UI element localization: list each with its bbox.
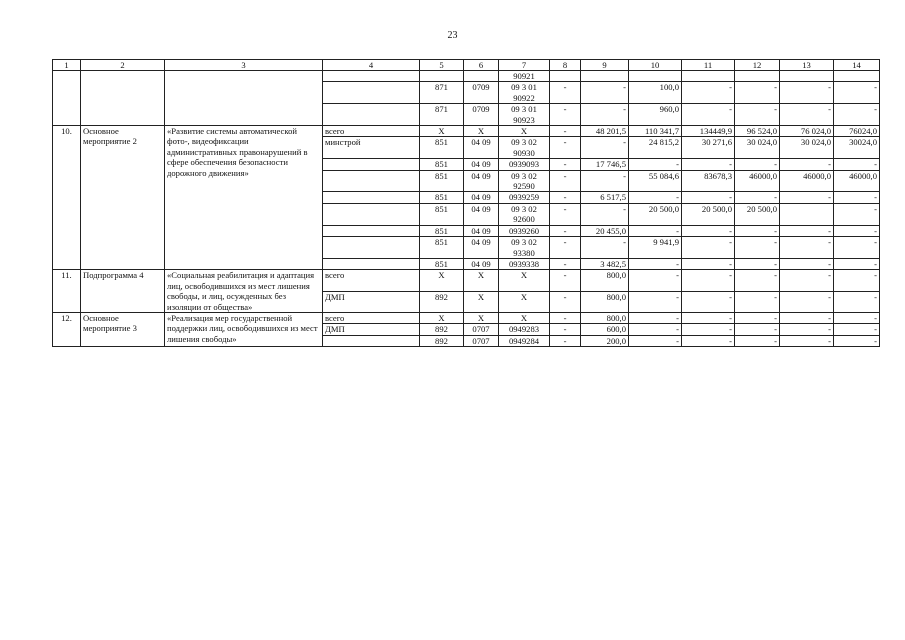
cell-c6: Х [464, 312, 499, 323]
header-row [53, 60, 880, 71]
cell-c12: 46000,0 [735, 170, 780, 192]
cell-c11: - [682, 237, 735, 259]
cell-c13: 76 024,0 [780, 126, 834, 137]
column-header-12: 12 [735, 60, 780, 71]
cell-c8: - [550, 82, 581, 104]
cell-c7: Х [499, 291, 550, 312]
cell-c10: - [629, 225, 682, 236]
table-body [53, 71, 880, 347]
cell-c10: - [629, 324, 682, 335]
cell-c6: 04 09 [464, 192, 499, 203]
row-number: 12. [53, 312, 81, 346]
cell-c10 [629, 71, 682, 82]
cell-c7: 0939260 [499, 225, 550, 236]
cell-c11 [682, 71, 735, 82]
cell-c7: Х [499, 270, 550, 291]
program-type: Основное мероприятие 2 [81, 126, 165, 270]
cell-c11: - [682, 159, 735, 170]
cell-c8 [550, 71, 581, 82]
cell-c9: 600,0 [581, 324, 629, 335]
cell-c11: 30 271,6 [682, 137, 735, 159]
cell-c13: - [780, 237, 834, 259]
cell-c13: - [780, 192, 834, 203]
cell-c13: - [780, 159, 834, 170]
executor-cell [323, 159, 420, 170]
cell-c9: 800,0 [581, 270, 629, 291]
cell-c6: 04 09 [464, 225, 499, 236]
cell-c14: - [834, 312, 880, 323]
cell-c11: 20 500,0 [682, 203, 735, 225]
cell-c13 [780, 71, 834, 82]
table-row [53, 312, 880, 323]
executor-cell: ДМП [323, 291, 420, 312]
cell-c7: 0939093 [499, 159, 550, 170]
row-number: 10. [53, 126, 81, 270]
cell-c14: - [834, 104, 880, 126]
cell-c6: Х [464, 126, 499, 137]
cell-c10: 20 500,0 [629, 203, 682, 225]
executor-cell [323, 71, 420, 82]
cell-c13: - [780, 312, 834, 323]
cell-c5: 851 [420, 225, 464, 236]
cell-c12: 20 500,0 [735, 203, 780, 225]
cell-c14: - [834, 82, 880, 104]
cell-c8: - [550, 237, 581, 259]
cell-c7: 09 3 02 90930 [499, 137, 550, 159]
cell-c7: 09 3 02 92590 [499, 170, 550, 192]
budget-table [52, 59, 880, 347]
cell-c5: Х [420, 270, 464, 291]
cell-c14: 76024,0 [834, 126, 880, 137]
page-number: 23 [447, 30, 458, 41]
cell-c8: - [550, 335, 581, 346]
cell-c11: - [682, 335, 735, 346]
cell-c14: - [834, 203, 880, 225]
cell-c6: 0707 [464, 335, 499, 346]
executor-cell [323, 237, 420, 259]
cell-c11: - [682, 104, 735, 126]
column-header-2: 2 [81, 60, 165, 71]
cell-c9: 800,0 [581, 291, 629, 312]
cell-c12: - [735, 291, 780, 312]
cell-c8: - [550, 126, 581, 137]
executor-cell [323, 225, 420, 236]
cell-c8: - [550, 159, 581, 170]
cell-c11: 134449,9 [682, 126, 735, 137]
executor-cell [323, 335, 420, 346]
cell-c9: 48 201,5 [581, 126, 629, 137]
executor-cell [323, 104, 420, 126]
cell-c14 [834, 71, 880, 82]
table-row [53, 126, 880, 137]
cell-c12: 96 524,0 [735, 126, 780, 137]
cell-c5: 892 [420, 291, 464, 312]
executor-cell: всего [323, 312, 420, 323]
cell-c7: 0949284 [499, 335, 550, 346]
cell-c5: 851 [420, 237, 464, 259]
program-title: «Развитие системы автоматической фото-, видеофиксации административных правонарушений в сфере обеспечения безопасности дорожного движения» [165, 126, 323, 270]
cell-c13: - [780, 82, 834, 104]
program-title: «Социальная реабилитация и адаптация лиц, освободившихся из мест лишения свободы, и лиц, осужденных без изоляции от общества» [165, 270, 323, 313]
cell-c13: - [780, 258, 834, 269]
cell-c9 [581, 71, 629, 82]
column-header-8: 8 [550, 60, 581, 71]
cell-c9: - [581, 137, 629, 159]
cell-c7: 09 3 02 93380 [499, 237, 550, 259]
cell-c8: - [550, 104, 581, 126]
cell-c9: - [581, 203, 629, 225]
executor-cell: всего [323, 270, 420, 291]
cell-c14: - [834, 270, 880, 291]
cell-c6: 0707 [464, 324, 499, 335]
cell-c8: - [550, 137, 581, 159]
column-header-3: 3 [165, 60, 323, 71]
table-row [53, 71, 880, 82]
cell-c5: 851 [420, 159, 464, 170]
cell-c10: - [629, 270, 682, 291]
cell-c9: 200,0 [581, 335, 629, 346]
cell-c12: - [735, 324, 780, 335]
program-title [165, 71, 323, 126]
cell-c11: - [682, 258, 735, 269]
cell-c7: 09 3 01 90922 [499, 82, 550, 104]
cell-c9: 20 455,0 [581, 225, 629, 236]
cell-c7: 09 3 01 90923 [499, 104, 550, 126]
cell-c14: 46000,0 [834, 170, 880, 192]
cell-c6: Х [464, 291, 499, 312]
column-header-14: 14 [834, 60, 880, 71]
cell-c9: 17 746,5 [581, 159, 629, 170]
cell-c12: 30 024,0 [735, 137, 780, 159]
cell-c8: - [550, 258, 581, 269]
cell-c13: - [780, 335, 834, 346]
cell-c12: - [735, 312, 780, 323]
column-header-1: 1 [53, 60, 81, 71]
cell-c5: 892 [420, 335, 464, 346]
column-header-13: 13 [780, 60, 834, 71]
cell-c9: 6 517,5 [581, 192, 629, 203]
column-header-9: 9 [581, 60, 629, 71]
cell-c7: Х [499, 312, 550, 323]
cell-c7: 09 3 02 92600 [499, 203, 550, 225]
cell-c14: - [834, 192, 880, 203]
cell-c12: - [735, 159, 780, 170]
row-number: 11. [53, 270, 81, 313]
cell-c14: - [834, 258, 880, 269]
cell-c5: 871 [420, 104, 464, 126]
column-header-6: 6 [464, 60, 499, 71]
cell-c11: - [682, 82, 735, 104]
cell-c5: 851 [420, 192, 464, 203]
cell-c13: - [780, 104, 834, 126]
cell-c11: 83678,3 [682, 170, 735, 192]
cell-c5: 871 [420, 82, 464, 104]
cell-c11: - [682, 324, 735, 335]
cell-c12: - [735, 104, 780, 126]
cell-c8: - [550, 225, 581, 236]
cell-c5: 892 [420, 324, 464, 335]
cell-c5: Х [420, 126, 464, 137]
cell-c10: - [629, 159, 682, 170]
cell-c8: - [550, 312, 581, 323]
cell-c13 [780, 203, 834, 225]
cell-c6: 04 09 [464, 203, 499, 225]
cell-c6: 0709 [464, 104, 499, 126]
cell-c9: - [581, 237, 629, 259]
executor-cell: минстрой [323, 137, 420, 159]
cell-c12: - [735, 192, 780, 203]
cell-c6: 04 09 [464, 258, 499, 269]
cell-c10: - [629, 335, 682, 346]
cell-c6: 04 09 [464, 170, 499, 192]
cell-c14: - [834, 225, 880, 236]
cell-c9: 800,0 [581, 312, 629, 323]
cell-c13: - [780, 225, 834, 236]
cell-c10: 55 084,6 [629, 170, 682, 192]
cell-c9: 3 482,5 [581, 258, 629, 269]
executor-cell [323, 82, 420, 104]
cell-c10: - [629, 291, 682, 312]
cell-c7: Х [499, 126, 550, 137]
cell-c8: - [550, 291, 581, 312]
cell-c10: - [629, 192, 682, 203]
cell-c14: - [834, 291, 880, 312]
cell-c12: - [735, 225, 780, 236]
column-header-5: 5 [420, 60, 464, 71]
executor-cell [323, 192, 420, 203]
cell-c5 [420, 71, 464, 82]
row-number [53, 71, 81, 126]
executor-cell: ДМП [323, 324, 420, 335]
cell-c6: 0709 [464, 82, 499, 104]
cell-c6 [464, 71, 499, 82]
cell-c12 [735, 71, 780, 82]
cell-c14: 30024,0 [834, 137, 880, 159]
cell-c8: - [550, 270, 581, 291]
cell-c14: - [834, 335, 880, 346]
cell-c5: 851 [420, 258, 464, 269]
column-header-10: 10 [629, 60, 682, 71]
cell-c14: - [834, 159, 880, 170]
executor-cell [323, 203, 420, 225]
cell-c7: 90921 [499, 71, 550, 82]
cell-c10: 100,0 [629, 82, 682, 104]
cell-c11: - [682, 270, 735, 291]
cell-c5: Х [420, 312, 464, 323]
cell-c11: - [682, 312, 735, 323]
cell-c7: 0939338 [499, 258, 550, 269]
table-row [53, 270, 880, 291]
column-header-11: 11 [682, 60, 735, 71]
cell-c14: - [834, 324, 880, 335]
cell-c6: 04 09 [464, 237, 499, 259]
cell-c13: - [780, 324, 834, 335]
cell-c13: - [780, 291, 834, 312]
cell-c9: - [581, 82, 629, 104]
executor-cell [323, 170, 420, 192]
cell-c10: 24 815,2 [629, 137, 682, 159]
cell-c12: - [735, 335, 780, 346]
cell-c11: - [682, 225, 735, 236]
cell-c12: - [735, 258, 780, 269]
cell-c8: - [550, 203, 581, 225]
program-type [81, 71, 165, 126]
cell-c6: 04 09 [464, 159, 499, 170]
column-header-7: 7 [499, 60, 550, 71]
program-title: «Реализация мер государственной поддержки лиц, освободившихся из мест лишения свободы» [165, 312, 323, 346]
cell-c10: 9 941,9 [629, 237, 682, 259]
cell-c10: 960,0 [629, 104, 682, 126]
cell-c12: - [735, 82, 780, 104]
cell-c10: - [629, 258, 682, 269]
cell-c13: 46000,0 [780, 170, 834, 192]
cell-c13: - [780, 270, 834, 291]
cell-c11: - [682, 291, 735, 312]
cell-c8: - [550, 324, 581, 335]
cell-c5: 851 [420, 170, 464, 192]
cell-c8: - [550, 170, 581, 192]
cell-c5: 851 [420, 137, 464, 159]
cell-c14: - [834, 237, 880, 259]
cell-c12: - [735, 270, 780, 291]
cell-c11: - [682, 192, 735, 203]
cell-c12: - [735, 237, 780, 259]
cell-c10: 110 341,7 [629, 126, 682, 137]
cell-c6: 04 09 [464, 137, 499, 159]
cell-c13: 30 024,0 [780, 137, 834, 159]
program-type: Подпрограмма 4 [81, 270, 165, 313]
cell-c6: Х [464, 270, 499, 291]
executor-cell: всего [323, 126, 420, 137]
executor-cell [323, 258, 420, 269]
cell-c7: 0949283 [499, 324, 550, 335]
cell-c5: 851 [420, 203, 464, 225]
cell-c9: - [581, 170, 629, 192]
cell-c10: - [629, 312, 682, 323]
column-header-4: 4 [323, 60, 420, 71]
cell-c7: 0939259 [499, 192, 550, 203]
cell-c9: - [581, 104, 629, 126]
program-type: Основное мероприятие 3 [81, 312, 165, 346]
cell-c8: - [550, 192, 581, 203]
